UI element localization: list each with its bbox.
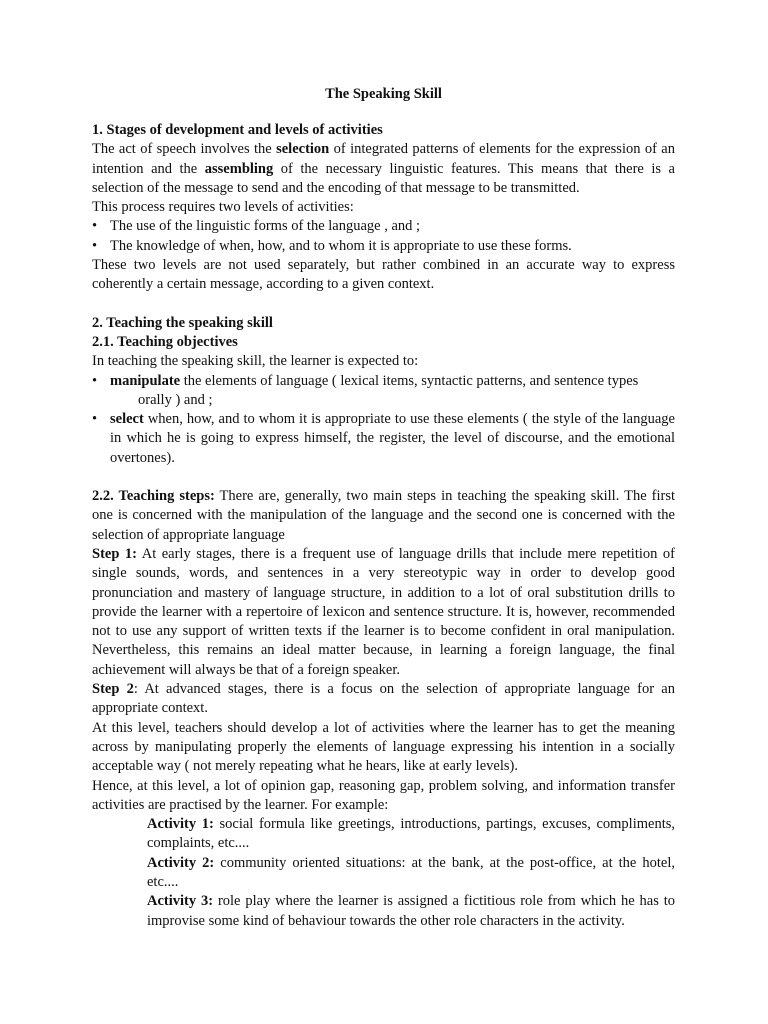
section-1-paragraph-2: This process requires two levels of activities: <box>92 199 354 216</box>
objectives-intro: In teaching the speaking skill, the learner is expected to: <box>92 353 419 370</box>
list-item: • manipulate the elements of language ( lexical items, syntactic patterns, and sentence types orally ) and ; <box>92 372 639 408</box>
section-1-heading: 1. Stages of development and levels of activities <box>92 122 383 138</box>
subsection-2-1-heading: 2.1. Teaching objectives <box>92 333 238 350</box>
list-item: • The knowledge of when, how, and to whom it is appropriate to use these forms. <box>92 237 675 256</box>
section-1-paragraph-3: These two levels are not used separately, but rather combined in an accurate way to express coherently a certain message, according to a given context. <box>92 257 675 293</box>
assembling-term: assembling <box>204 160 274 177</box>
activity-item: Activity 2: community oriented situations: at the bank, at the post-office, at the hotel, etc.... <box>147 854 676 890</box>
objectives-list <box>92 372 675 468</box>
step-1-paragraph: Step 1: At early stages, there is a frequent use of language drills that include mere repetition of single sounds, words, and sentences in a very stereotypic way in order to develop good pronunciation and mastery of language structure, in addition to a lot of oral substitution drills to provide the learner with a repertoire of lexicon and sentence structure. It is, however, recommended not to use any support of written texts if the learner is to become confident in oral manipulation. Nevertheless, this remains an ideal matter because, in learning a foreign language, the final achievement will always be that of a foreign speaker. <box>92 545 675 678</box>
list-item: • The use of the linguistic forms of the language , and ; <box>92 217 675 236</box>
list-item: • select when, how, and to whom it is appropriate to use these elements ( the style of the language in which he is going to express himself, the register, the level of discourse, and the emotional overtones). <box>92 411 675 466</box>
teaching-steps-paragraph: 2.2. Teaching steps: There are, generally, two main steps in teaching the speaking skill. The first one is concerned with the manipulation of the language and the second one is concerned with the selection of appropriate language <box>92 488 675 543</box>
bullet-icon: • <box>92 411 98 428</box>
levels-list <box>92 217 675 256</box>
document-page <box>92 85 675 931</box>
bullet-icon: • <box>92 237 98 254</box>
document-title: The Speaking Skill <box>325 86 442 102</box>
hence-paragraph: Hence, at this level, a lot of opinion gap, reasoning gap, problem solving, and information transfer activities are practised by the learner. For example: <box>92 777 675 813</box>
bullet-icon: • <box>92 372 98 389</box>
activities-list <box>92 815 675 931</box>
level-paragraph: At this level, teachers should develop a lot of activities where the learner has to get the meaning across by manipulating properly the elements of language expressing his intention in a socially acceptable way ( not merely repeating what he hears, like at early levels). <box>92 719 675 775</box>
selection-term: selection <box>276 141 330 158</box>
activity-item: Activity 3: role play where the learner is assigned a fictitious role from which he has to improvise some kind of behaviour towards the other role characters in the activity. <box>147 893 676 929</box>
bullet-icon: • <box>92 218 98 235</box>
step-2-paragraph: Step 2: At advanced stages, there is a focus on the selection of appropriate language for an appropriate context. <box>92 681 675 717</box>
section-2-heading: 2. Teaching the speaking skill <box>92 314 273 331</box>
section-1-paragraph-1: The act of speech involves the selection of integrated patterns of elements for the expression of an intention and the assembling of the necessary linguistic features. This means that there is a selection of the message to send and the encoding of that message to be transmitted. <box>92 141 675 196</box>
activity-item: Activity 1: social formula like greetings, introductions, partings, excuses, compliments, complaints, etc.... <box>147 816 676 852</box>
